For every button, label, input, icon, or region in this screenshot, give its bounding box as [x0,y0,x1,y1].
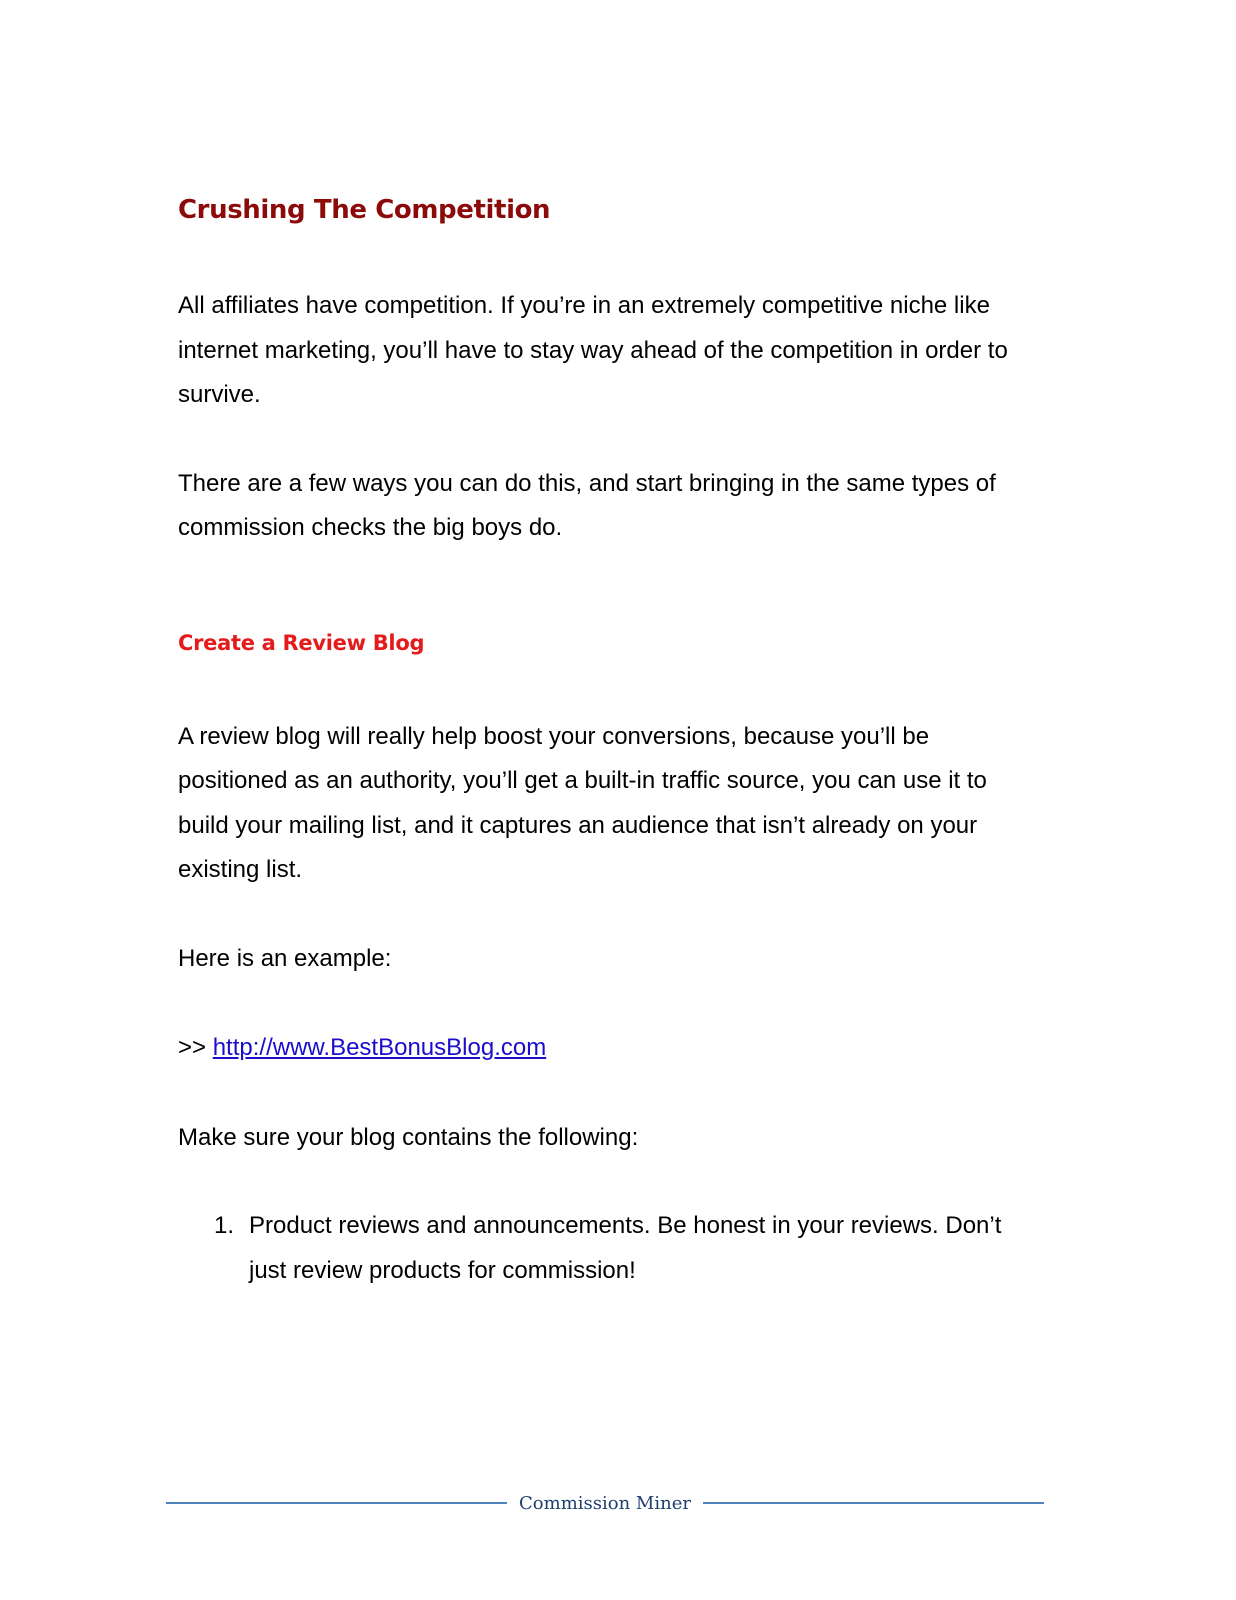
list-item-text: Product reviews and announcements. Be honest in your reviews. Don’t just review products for commission! [249,1212,1002,1284]
footer-rule-left [166,1502,507,1504]
list-item [178,1204,1038,1293]
footer-rule-right [703,1502,1044,1504]
example-link-line [178,1026,1038,1071]
link-prefix: >> [178,1034,207,1061]
list-intro: Make sure your blog contains the following: [178,1123,639,1151]
requirements-list [178,1204,1038,1293]
example-intro: Here is an example: [178,944,392,972]
page-content [178,186,1038,1293]
list-item-number: 1. [214,1212,235,1239]
review-blog-paragraph: A review blog will really help boost your conversions, because you’ll be positioned as an authority, you’ll get a built-in traffic source, you can use it to build your mailing list, and it captures an audience that isn’t already on your existing list. [178,722,987,883]
page-footer [166,1488,1044,1518]
section-heading: Create a Review Blog [178,630,425,655]
ways-paragraph: There are a few ways you can do this, and start bringing in the same types of commission checks the big boys do. [178,469,996,541]
example-link[interactable]: http://www.BestBonusBlog.com [212,1034,547,1061]
intro-paragraph: All affiliates have competition. If you’re in an extremely competitive niche like internet marketing, you’ll have to stay way ahead of the competition in order to survive. [178,292,1008,408]
footer-text: Commission Miner [519,1492,691,1514]
page-title: Crushing The Competition [178,195,551,225]
